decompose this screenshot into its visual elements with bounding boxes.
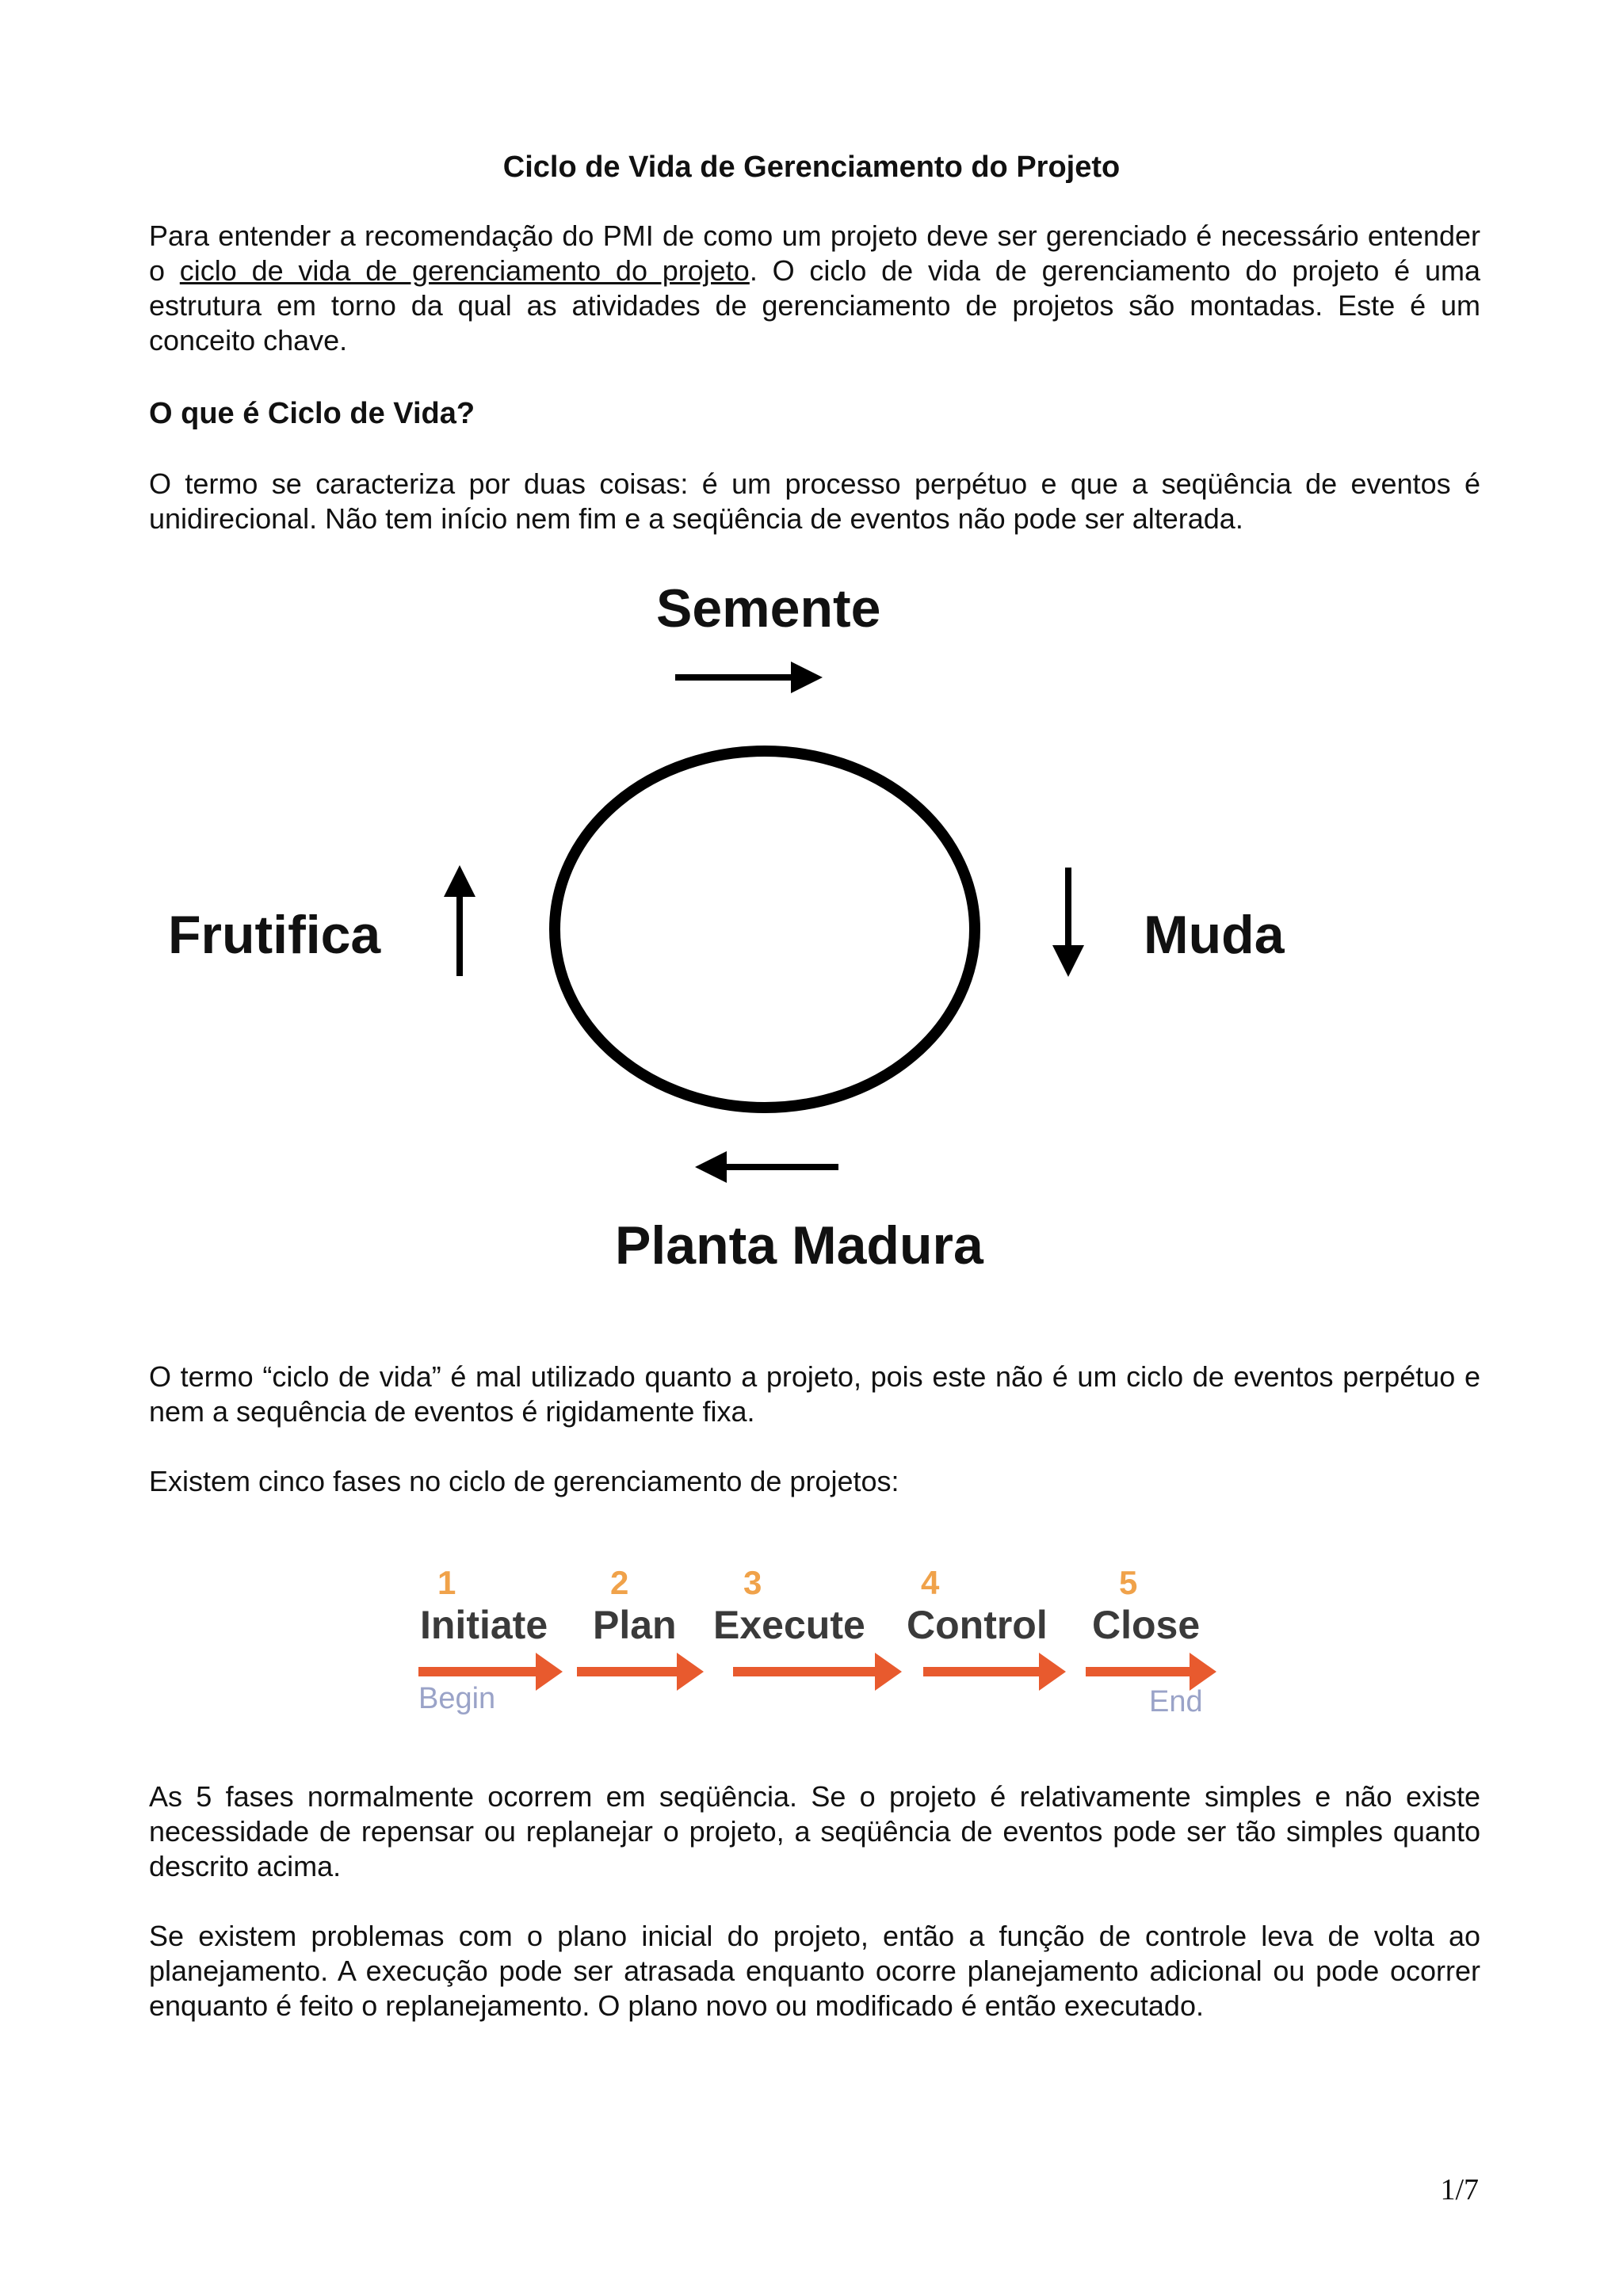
- cycle-label-seed: Semente: [656, 578, 881, 639]
- phase-arrow-shaft-5: [1086, 1667, 1193, 1676]
- phase-arrow-shaft-4: [923, 1667, 1042, 1676]
- phases-svg: [396, 1553, 1236, 1719]
- lifecycle-link[interactable]: ciclo de vida de gerenciamento do projeto: [179, 254, 750, 287]
- phase-label-plan: Plan: [593, 1603, 677, 1647]
- misuse-paragraph: O termo “ciclo de vida” é mal utilizado quanto a projeto, pois este não é um ciclo de eventos perpétuo e nem a sequência de eventos é rigidamente fixa.: [149, 1360, 1480, 1428]
- term-paragraph: O termo se caracteriza por duas coisas: é um processo perpétuo e que a seqüência de eventos é unidirecional. Não tem início nem fim e a seqüência de eventos não pode ser alterada.: [149, 467, 1480, 535]
- phase-arrow-head-icon-1: [536, 1653, 563, 1691]
- phase-label-initiate: Initiate: [420, 1603, 548, 1647]
- problems-paragraph: Se existem problemas com o plano inicial do projeto, então a função de controle leva de volta ao planejamento. A execução pode ser atrasada enquanto ocorre planejamento adicional ou pode ocorrer enquanto é feito o replanejamento. O plano novo ou modificado é então executado.: [149, 1920, 1480, 2022]
- phases-diagram: [396, 1553, 1236, 1719]
- phase-number-3: 3: [743, 1564, 762, 1601]
- phase-number-4: 4: [921, 1564, 940, 1601]
- phase-arrow-head-icon-2: [677, 1653, 704, 1691]
- phase-number-1: 1: [437, 1564, 456, 1601]
- phase-label-close: Close: [1092, 1603, 1201, 1647]
- cycle-label-fruits: Frutifica: [168, 905, 381, 965]
- phase-arrow-head-icon-3: [875, 1653, 902, 1691]
- page-title: Ciclo de Vida de Gerenciamento do Projeto: [502, 151, 1121, 184]
- intro-paragraph: [149, 219, 1480, 358]
- page-number: 1/7: [1440, 2173, 1479, 2206]
- phase-label-execute: Execute: [713, 1603, 865, 1647]
- section-heading: O que é Ciclo de Vida?: [149, 397, 475, 430]
- phase-arrow-shaft-2: [577, 1667, 680, 1676]
- cycle-label-mature-plant: Planta Madura: [615, 1215, 983, 1276]
- cycle-label-seedling: Muda: [1144, 905, 1285, 965]
- phase-number-2: 2: [610, 1564, 629, 1601]
- phase-arrow-shaft-3: [733, 1667, 878, 1676]
- phase-arrow-shaft-1: [418, 1667, 539, 1676]
- intro-text-after: . O ciclo de vida de gerenciamento do projeto é uma estrutura em torno da qual as atividades de gerenciamento de projetos são montadas. Este é um conceito chave.: [149, 254, 1480, 357]
- phase-label-control: Control: [907, 1603, 1048, 1647]
- phase-arrow-head-icon-4: [1039, 1653, 1066, 1691]
- sequence-paragraph: As 5 fases normalmente ocorrem em seqüência. Se o projeto é relativamente simples e não existe necessidade de repensar ou replanejar o projeto, a seqüência de eventos pode ser tão simples quanto descrito acima.: [149, 1780, 1480, 1882]
- phase-end-label: End: [1149, 1685, 1203, 1718]
- phases-intro-paragraph: Existem cinco fases no ciclo de gerenciamento de projetos:: [149, 1465, 899, 1497]
- phase-number-5: 5: [1119, 1564, 1138, 1601]
- cycle-ellipse: [555, 751, 975, 1108]
- intro-text-before: Para entender a recomendação do PMI de como um projeto deve ser gerenciado é necessário entender o: [149, 219, 1480, 287]
- phase-begin-label: Begin: [418, 1682, 496, 1715]
